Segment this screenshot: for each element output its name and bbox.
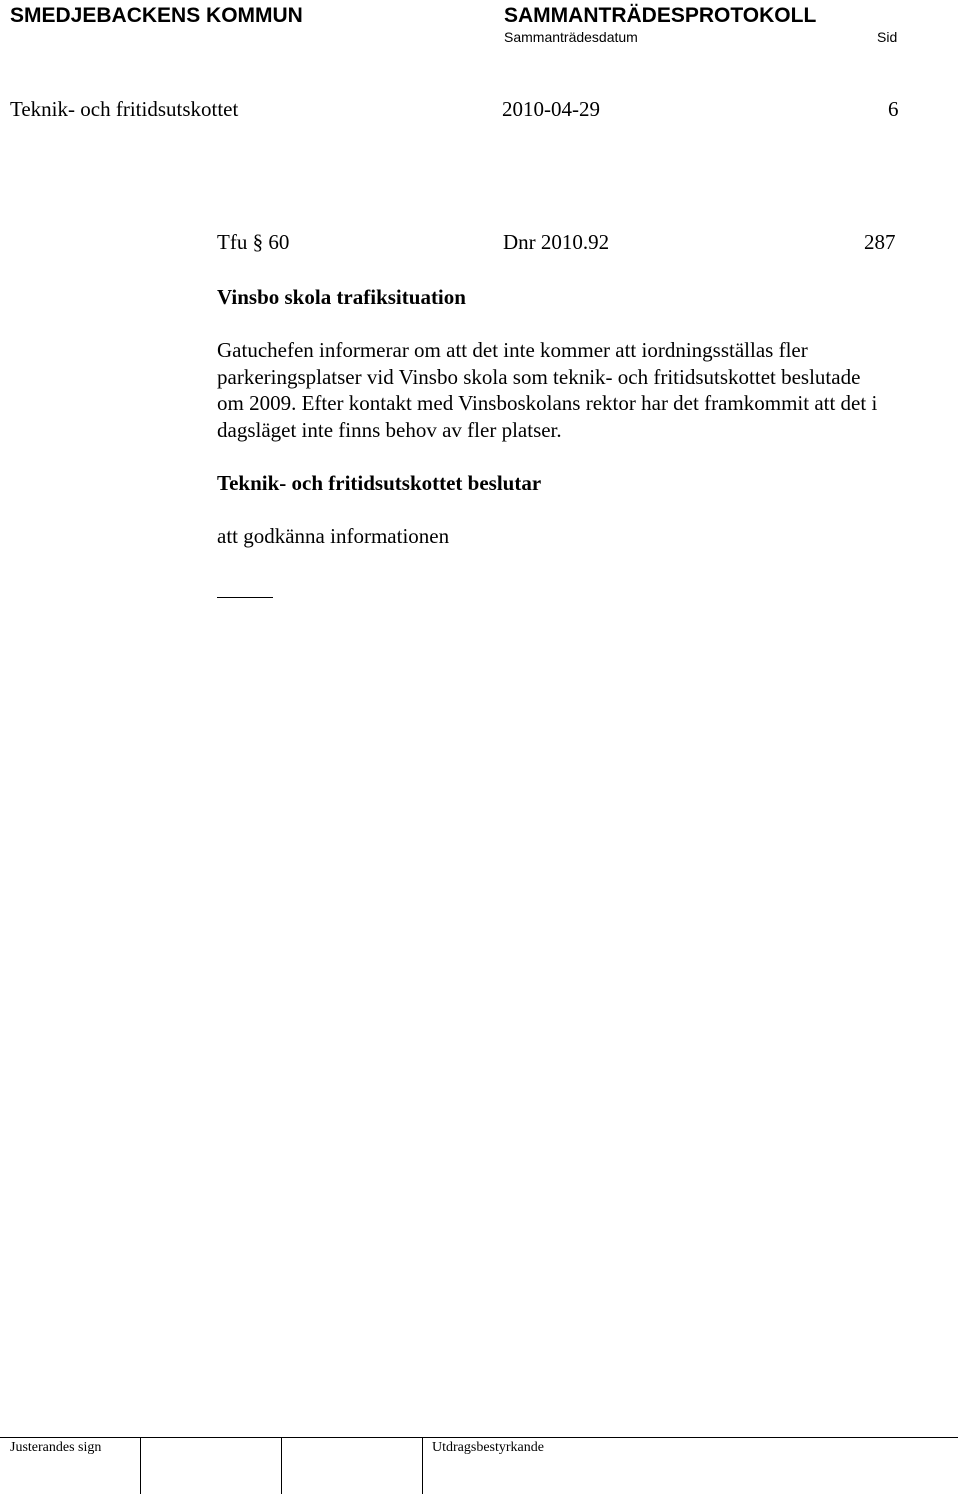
signature-label: Justerandes sign bbox=[10, 1440, 102, 1455]
body-line: dagsläget inte finns behov av fler platser. bbox=[217, 417, 562, 442]
committee-name: Teknik- och fritidsutskottet bbox=[10, 97, 239, 121]
footer-rule bbox=[0, 1437, 958, 1438]
body-line: Gatuchefen informerar om att det inte kommer att iordningsställas fler bbox=[217, 338, 808, 362]
body-line: om 2009. Efter kontakt med Vinsboskolans rektor har det framkommit att det i bbox=[217, 391, 878, 415]
decision-heading: Teknik- och fritidsutskottet beslutar bbox=[217, 471, 542, 495]
meeting-date-label: Sammanträdesdatum bbox=[504, 29, 638, 45]
footer-divider bbox=[140, 1438, 141, 1494]
decision-text: att godkänna informationen bbox=[217, 524, 450, 548]
body-line: parkeringsplatser vid Vinsbo skola som teknik- och fritidsutskottet beslutade bbox=[217, 364, 861, 389]
end-of-item-rule bbox=[217, 597, 273, 598]
case-number: 287 bbox=[864, 230, 896, 254]
paragraph-reference: Tfu § 60 bbox=[217, 230, 290, 254]
footer-divider bbox=[422, 1438, 423, 1494]
page-number: 6 bbox=[888, 97, 899, 121]
item-body bbox=[217, 337, 957, 443]
organization-name: SMEDJEBACKENS KOMMUN bbox=[10, 4, 303, 27]
document-type: SAMMANTRÄDESPROTOKOLL bbox=[504, 4, 817, 27]
item-title: Vinsbo skola trafiksituation bbox=[217, 285, 466, 309]
footer-divider bbox=[281, 1438, 282, 1494]
meeting-date: 2010-04-29 bbox=[502, 97, 600, 121]
registration-number: Dnr 2010.92 bbox=[503, 230, 610, 254]
page-label: Sid bbox=[877, 29, 898, 45]
extract-certification-label: Utdragsbestyrkande bbox=[432, 1440, 544, 1455]
